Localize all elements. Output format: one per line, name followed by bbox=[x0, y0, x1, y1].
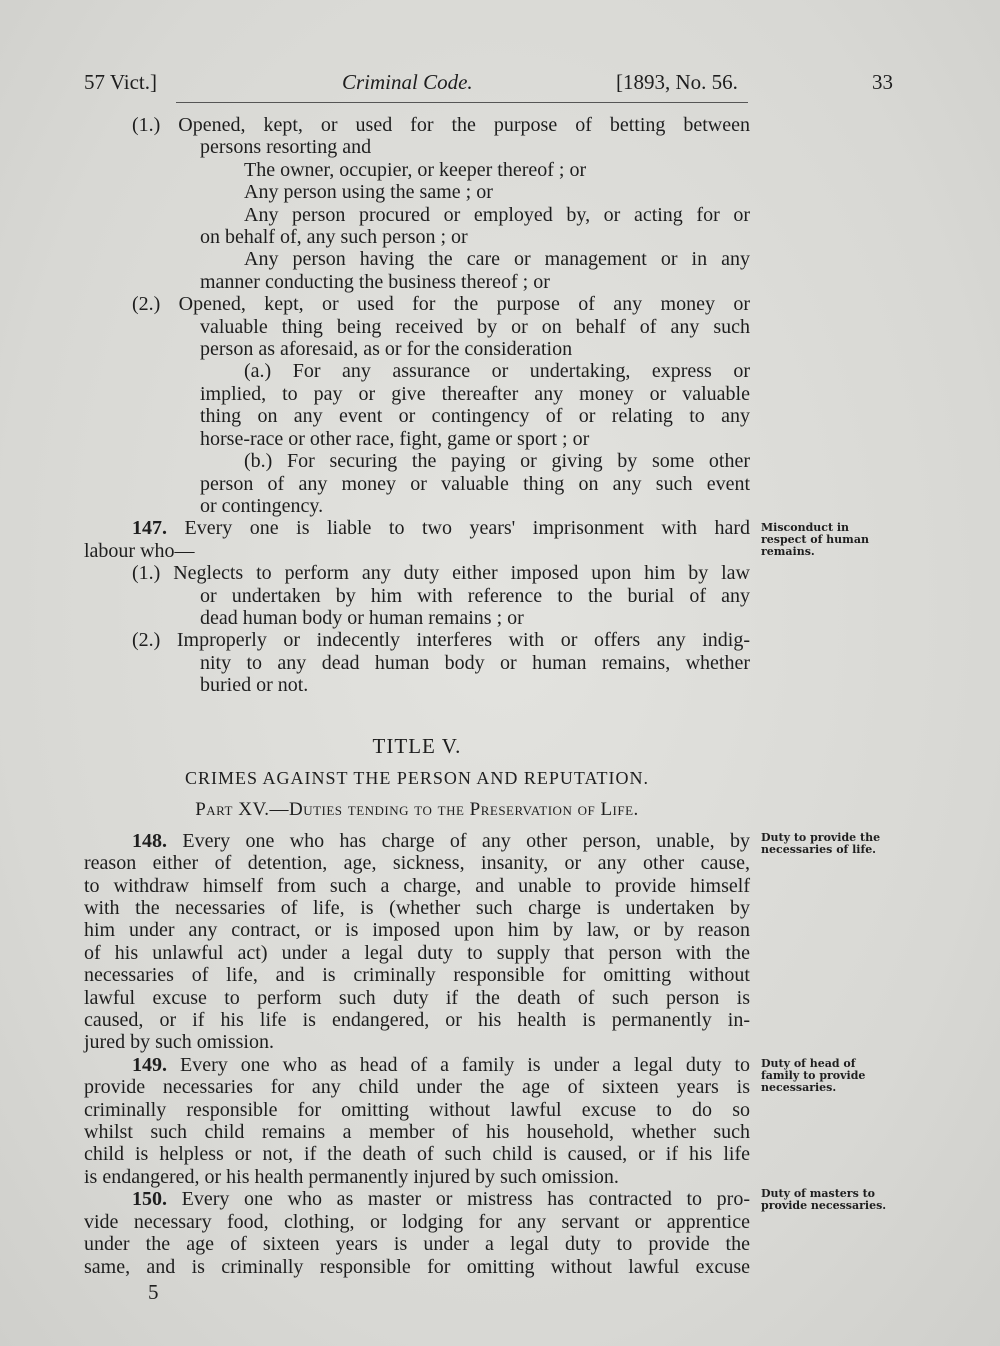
text-line-content: The owner, occupier, or keeper thereof ; or bbox=[244, 158, 587, 181]
text-line-content: manner conducting the business thereof ; or bbox=[200, 270, 550, 293]
text-line bbox=[84, 942, 750, 964]
text-line bbox=[84, 1233, 750, 1255]
text-line-content: or contingency. bbox=[200, 494, 324, 517]
text-line-content: thing on any event or contingency of or relating to any bbox=[200, 405, 750, 428]
text-line-content: whilst such child remains a member of his household, whether such bbox=[84, 1121, 750, 1144]
text-line-content: Every one who as master or mistress has contracted to pro- bbox=[167, 1188, 750, 1211]
section-number: 150. bbox=[132, 1188, 167, 1211]
text-line-content: Any person having the care or management or in any bbox=[244, 248, 750, 271]
text-line-content: him under any contract, or is imposed upon him by law, or by reason bbox=[84, 919, 750, 942]
text-line-content: of his unlawful act) under a legal duty to supply that person with the bbox=[84, 941, 750, 964]
margin-note-line: family to provide bbox=[761, 1069, 866, 1082]
text-line-content: valuable thing being received by or on behalf of any such bbox=[200, 315, 750, 338]
text-line bbox=[84, 159, 750, 181]
header-rule bbox=[176, 102, 748, 103]
text-line bbox=[84, 540, 750, 562]
body-block-1 bbox=[84, 114, 750, 697]
text-line-content: lawful excuse to perform such duty if the death of such person is bbox=[84, 986, 750, 1009]
text-line bbox=[84, 114, 750, 136]
text-line bbox=[84, 316, 750, 338]
text-line-content: is endangered, or his health permanently injured by such omission. bbox=[84, 1165, 619, 1188]
header-regnal-year: 57 Vict.] bbox=[84, 70, 158, 94]
text-line-content: (a.) For any assurance or undertaking, express or bbox=[244, 360, 750, 383]
text-line bbox=[84, 405, 750, 427]
text-line bbox=[84, 517, 750, 539]
text-line-content: (1.) Opened, kept, or used for the purpose of betting between bbox=[132, 114, 750, 136]
text-line-content: person as aforesaid, as or for the consideration bbox=[200, 338, 573, 361]
text-line-content: to withdraw himself from such a charge, and unable to provide himself bbox=[84, 874, 750, 897]
text-line bbox=[84, 562, 750, 584]
text-line-content: persons resorting and bbox=[200, 136, 372, 159]
text-line bbox=[84, 1076, 750, 1098]
page-number: 33 bbox=[872, 70, 893, 94]
margin-note bbox=[761, 832, 901, 856]
text-line bbox=[84, 629, 750, 651]
spacer bbox=[84, 697, 750, 727]
text-line bbox=[84, 293, 750, 315]
text-line bbox=[84, 1031, 750, 1053]
text-line-content: criminally responsible for omitting without lawful excuse to do so bbox=[84, 1098, 750, 1121]
text-line bbox=[84, 674, 750, 696]
text-line-content: dead human body or human remains ; or bbox=[200, 606, 524, 629]
margin-note-line: remains. bbox=[761, 545, 815, 558]
text-line-content: (b.) For securing the paying or giving by some other bbox=[244, 450, 750, 473]
text-line-content: (1.) Neglects to perform any duty either imposed upon him by law bbox=[132, 562, 750, 585]
text-line-content: jured by such omission. bbox=[84, 1031, 274, 1054]
text-line bbox=[84, 1054, 750, 1076]
text-line-content: person of any money or valuable thing on any such event bbox=[200, 472, 750, 495]
text-line bbox=[84, 1188, 750, 1210]
text-line-content: (2.) Improperly or indecently interferes with or offers any indig- bbox=[132, 629, 750, 652]
text-line bbox=[84, 852, 750, 874]
body-block-2 bbox=[84, 830, 750, 1278]
text-line bbox=[84, 897, 750, 919]
text-line-content: or undertaken by him with reference to the burial of any bbox=[200, 584, 750, 607]
text-line bbox=[84, 1143, 750, 1165]
section-number: 147. bbox=[132, 517, 167, 540]
text-line bbox=[84, 495, 750, 517]
text-line-content: child is helpless or not, if the death of such child is caused, or if his life bbox=[84, 1143, 750, 1166]
text-line bbox=[84, 1256, 750, 1278]
text-line-content: under the age of sixteen years is under a legal duty to provide the bbox=[84, 1233, 750, 1256]
text-line-content: reason either of detention, age, sickness, insanity, or any other cause, bbox=[84, 852, 750, 875]
text-line-content: necessaries of life, and is criminally responsible for omitting without bbox=[84, 964, 750, 987]
title-subheading: CRIMES AGAINST THE PERSON AND REPUTATION. bbox=[185, 767, 649, 788]
text-line bbox=[84, 875, 750, 897]
text-line-content: Every one is liable to two years' imprisonment with hard bbox=[167, 517, 750, 540]
section-number: 148. bbox=[132, 829, 167, 852]
text-line bbox=[84, 987, 750, 1009]
margin-note-line: Misconduct in bbox=[761, 521, 850, 534]
margin-note-line: Duty of masters to bbox=[761, 1187, 876, 1200]
text-line-content: Every one who has charge of any other person, unable, by bbox=[167, 829, 750, 852]
margin-note-line: Duty to provide the bbox=[761, 831, 881, 844]
header-title: Criminal Code. bbox=[342, 70, 473, 94]
text-line bbox=[84, 204, 750, 226]
text-line-content: on behalf of, any such person ; or bbox=[200, 226, 468, 249]
text-line-content: Any person procured or employed by, or acting for or bbox=[244, 203, 750, 226]
text-line-content: caused, or if his life is endangered, or his health is permanently in- bbox=[84, 1009, 750, 1032]
text-line bbox=[84, 181, 750, 203]
text-line bbox=[84, 919, 750, 941]
text-line bbox=[84, 226, 750, 248]
margin-note bbox=[761, 1058, 901, 1094]
margin-note bbox=[761, 1188, 901, 1212]
text-line bbox=[84, 338, 750, 360]
signature-mark: 5 bbox=[148, 1280, 159, 1304]
part-heading: Part XV.—Duties tending to the Preservation of Life. bbox=[195, 799, 639, 821]
text-line-content: (2.) Opened, kept, or used for the purpose of any money or bbox=[132, 293, 750, 316]
margin-note-line: provide necessaries. bbox=[761, 1199, 887, 1212]
margin-note-line: necessaries of life. bbox=[761, 843, 877, 856]
text-line bbox=[84, 473, 750, 495]
section-number: 149. bbox=[132, 1053, 167, 1076]
text-line-content: buried or not. bbox=[200, 674, 309, 697]
margin-note-line: respect of human bbox=[761, 533, 869, 546]
margin-note bbox=[761, 522, 901, 558]
text-line bbox=[84, 585, 750, 607]
text-line-content: labour who— bbox=[84, 539, 195, 562]
text-line-content: nity to any dead human body or human remains, whether bbox=[200, 651, 750, 674]
running-header bbox=[84, 70, 914, 100]
text-line bbox=[84, 652, 750, 674]
margin-note-line: necessaries. bbox=[761, 1081, 837, 1094]
text-line-content: implied, to pay or give thereafter any money or valuable bbox=[200, 382, 750, 405]
text-line bbox=[84, 607, 750, 629]
text-line bbox=[84, 1121, 750, 1143]
margin-note-line: Duty of head of bbox=[761, 1057, 856, 1070]
text-line bbox=[84, 1211, 750, 1233]
body-text bbox=[84, 114, 750, 1278]
text-line bbox=[84, 1009, 750, 1031]
text-line bbox=[84, 1099, 750, 1121]
text-line-content: with the necessaries of life, is (whether such charge is undertaken by bbox=[84, 897, 750, 919]
text-line bbox=[84, 964, 750, 986]
text-line bbox=[84, 383, 750, 405]
text-line bbox=[84, 248, 750, 270]
text-line bbox=[84, 271, 750, 293]
text-line-content: Every one who as head of a family is under a legal duty to bbox=[167, 1053, 750, 1076]
title-heading: TITLE V. bbox=[372, 733, 462, 758]
header-act-reference: [1893, No. 56. bbox=[616, 70, 738, 94]
text-line bbox=[84, 1166, 750, 1188]
text-line-content: provide necessaries for any child under the age of sixteen years is bbox=[84, 1076, 750, 1099]
text-line bbox=[84, 136, 750, 158]
text-line bbox=[84, 360, 750, 382]
text-line bbox=[84, 450, 750, 472]
text-line bbox=[84, 830, 750, 852]
text-line bbox=[84, 428, 750, 450]
text-line-content: horse-race or other race, fight, game or sport ; or bbox=[200, 427, 590, 450]
text-line-content: Any person using the same ; or bbox=[244, 181, 493, 204]
text-line-content: vide necessary food, clothing, or lodging for any servant or apprentice bbox=[84, 1210, 750, 1233]
text-line-content: same, and is criminally responsible for omitting without lawful excuse bbox=[84, 1255, 750, 1278]
